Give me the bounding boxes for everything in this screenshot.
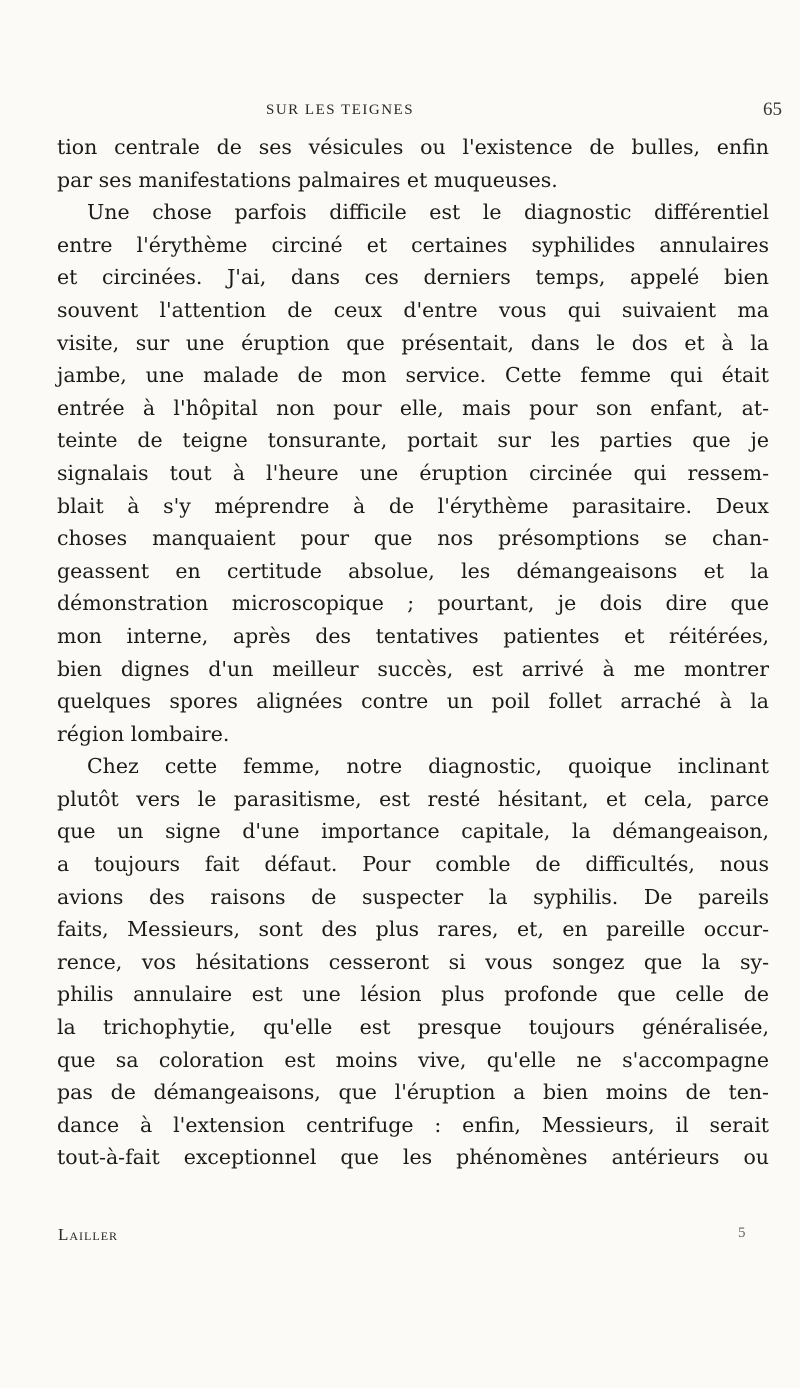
text-line: signalais tout à l'heure une éruption circinée qui ressem- [57, 460, 769, 485]
text-line: la trichophytie, qu'elle est presque toujours généralisée, [57, 1015, 769, 1040]
text-line: que sa coloration est moins vive, qu'elle ne s'accompagne [57, 1047, 769, 1072]
text-line: geassent en certitude absolue, les démangeaisons et la [57, 558, 769, 583]
text-line: tion centrale de ses vésicules ou l'existence de bulles, enfin [57, 135, 769, 159]
text-line: a toujours fait défaut. Pour comble de difficultés, nous [57, 852, 769, 877]
text-line: par ses manifestations palmaires et muqueuses. [57, 167, 558, 192]
text-line: avions des raisons de suspecter la syphilis. De pareils [57, 884, 769, 909]
text-line: philis annulaire est une lésion plus profonde que celle de [57, 982, 769, 1007]
text-line: rence, vos hésitations cesseront si vous songez que la sy- [57, 949, 769, 974]
running-title: SUR LES TEIGNES [266, 102, 415, 118]
text-line: région lombaire. [57, 721, 230, 746]
signature-mark: 5 [738, 1225, 746, 1241]
text-line: plutôt vers le parasitisme, est resté hésitant, et cela, parce [57, 786, 769, 811]
text-line: visite, sur une éruption que présentait, dans le dos et à la [57, 330, 769, 355]
printer-signature: Lailler [58, 1225, 119, 1244]
text-line: teinte de teigne tonsurante, portait sur les parties que je [57, 428, 769, 453]
text-line: souvent l'attention de ceux d'entre vous qui suivaient ma [57, 297, 769, 322]
text-line: entrée à l'hôpital non pour elle, mais pour son enfant, at- [57, 395, 769, 420]
body-text [57, 131, 769, 1174]
text-line: et circinées. J'ai, dans ces derniers temps, appelé bien [57, 265, 769, 290]
text-line: quelques spores alignées contre un poil follet arraché à la [57, 689, 769, 714]
text-line: jambe, une malade de mon service. Cette femme qui était [57, 363, 769, 388]
text-line: dance à l'extension centrifuge : enfin, Messieurs, il serait [57, 1112, 769, 1137]
text-line: que un signe d'une importance capitale, la démangeaison, [57, 819, 769, 844]
text-line: pas de démangeaisons, que l'éruption a bien moins de ten- [57, 1080, 769, 1105]
text-line: choses manquaient pour que nos présomptions se chan- [57, 526, 769, 551]
text-line: mon interne, après des tentatives patientes et réitérées, [57, 623, 769, 648]
text-line: entre l'érythème circiné et certaines syphilides annulaires [57, 232, 769, 257]
text-line: bien dignes d'un meilleur succès, est arrivé à me montrer [57, 656, 769, 681]
page-number: 65 [763, 99, 782, 120]
text-line: Chez cette femme, notre diagnostic, quoique inclinant [87, 754, 769, 779]
text-line: démonstration microscopique ; pourtant, je dois dire que [57, 591, 769, 616]
text-line: faits, Messieurs, sont des plus rares, et, en pareille occur- [57, 917, 769, 942]
text-line: blait à s'y méprendre à de l'érythème parasitaire. Deux [57, 493, 769, 518]
text-line: tout-à-fait exceptionnel que les phénomènes antérieurs ou [57, 1145, 769, 1170]
text-line: Une chose parfois difficile est le diagnostic différentiel [87, 200, 769, 225]
